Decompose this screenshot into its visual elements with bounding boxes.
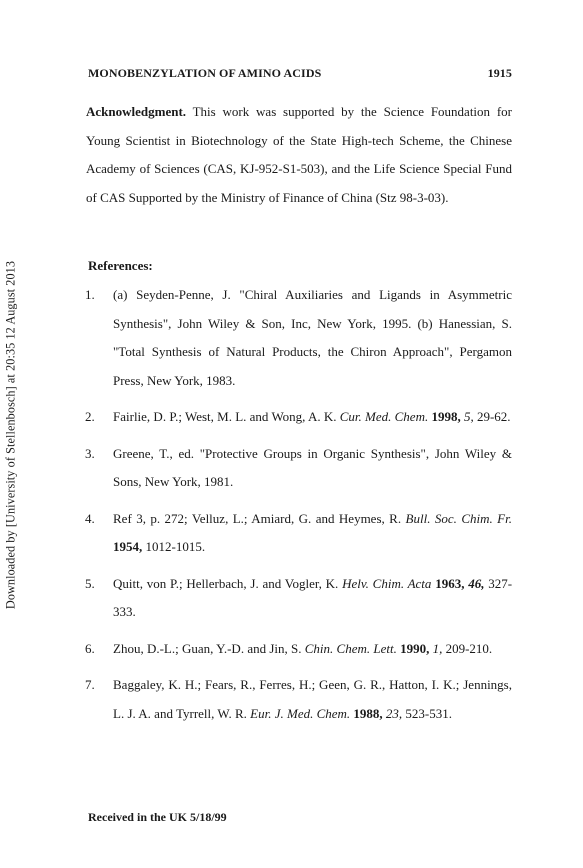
reference-pages: 523-531. xyxy=(405,705,453,721)
article-running-title: MONOBENZYLATION OF AMINO ACIDS xyxy=(88,66,322,80)
reference-pages: 209-210. xyxy=(445,640,493,656)
reference-number: 5. xyxy=(85,575,95,591)
reference-item-7 xyxy=(85,671,512,728)
reference-year: 1963, xyxy=(435,575,465,591)
reference-number: 6. xyxy=(85,640,95,656)
acknowledgment-paragraph xyxy=(86,98,512,213)
reference-authors: Ref 3, p. 272; Velluz, L.; Amiard, G. and Heymes, R. xyxy=(113,510,402,526)
reference-number: 4. xyxy=(85,510,95,526)
reference-year: 1954, xyxy=(113,539,143,554)
page-number: 1915 xyxy=(487,66,512,80)
reference-authors: Zhou, D.-L.; Guan, Y.-D. and Jin, S. xyxy=(113,640,302,656)
reference-text: Greene, T., ed. "Protective Groups in Organic Synthesis", John Wiley & Sons, New York, 1981. xyxy=(113,445,512,489)
reference-number: 3. xyxy=(85,445,95,461)
reference-authors: Quitt, von P.; Hellerbach, J. and Vogler, K. xyxy=(113,575,339,591)
reference-item-5 xyxy=(85,570,512,627)
reference-volume: 1, xyxy=(432,640,443,656)
reference-journal: Bull. Soc. Chim. Fr. xyxy=(405,510,512,526)
acknowledgment-heading: Acknowledgment. xyxy=(86,104,187,119)
reference-journal: Helv. Chim. Acta xyxy=(342,575,432,591)
reference-journal: Chin. Chem. Lett. xyxy=(304,640,397,656)
reference-journal: Cur. Med. Chem. xyxy=(339,409,429,424)
reference-volume: 46, xyxy=(468,575,485,591)
references-heading: References: xyxy=(88,258,153,273)
reference-text: (a) Seyden-Penne, J. "Chiral Auxiliaries and Ligands in Asymmetric Synthesis", John Wiley & Son, Inc, New York, 1995. (b) Hanessian, S. "Total Synthesis of Natural Products, the Chiron Approach", Pergamon Press, New York, 1983. xyxy=(113,287,512,388)
reference-pages: 327-333. xyxy=(113,575,513,619)
reference-item-6 xyxy=(85,635,512,664)
reference-year: 1998, xyxy=(431,409,461,424)
reference-item-4 xyxy=(85,505,512,562)
reference-pages: 1012-1015. xyxy=(145,539,206,554)
acknowledgment-text: This work was supported by the Science Foundation for Young Scientist in Biotechnology of the State High-tech Scheme, the Chinese Academy of Sciences (CAS, KJ-952-S1-503), and the Life Science Special Fund of CAS Supported by the Ministry of Finance of China (Stz 98-3-03). xyxy=(86,104,513,206)
reference-year: 1990, xyxy=(400,640,430,656)
reference-year: 1988, xyxy=(353,705,383,721)
reference-text xyxy=(113,570,512,627)
reference-text xyxy=(113,505,512,562)
reference-authors: Fairlie, D. P.; West, M. L. and Wong, A. K. xyxy=(113,409,337,424)
reference-text xyxy=(113,671,512,728)
reference-pages: 29-62. xyxy=(476,409,511,424)
reference-number: 2. xyxy=(85,409,95,424)
reference-item-1 xyxy=(85,281,512,395)
received-date: Received in the UK 5/18/99 xyxy=(88,810,227,824)
reference-text xyxy=(113,403,512,432)
reference-number: 7. xyxy=(85,677,95,692)
reference-item-3 xyxy=(85,440,512,497)
reference-volume: 23, xyxy=(385,705,403,721)
reference-item-2 xyxy=(85,403,512,432)
reference-text xyxy=(113,635,512,664)
reference-number: 1. xyxy=(85,287,95,302)
reference-volume: 5, xyxy=(463,409,474,424)
reference-authors: Baggaley, K. H.; Fears, R., Ferres, H.; Geen, G. R., Hatton, I. K.; Jennings, L. J. A. and Tyrrell, W. R. xyxy=(113,677,512,721)
download-watermark-text: Downloaded by [University of Stellenbosch] at 20:35 12 August 2013 xyxy=(3,260,18,610)
reference-journal: Eur. J. Med. Chem. xyxy=(250,705,351,721)
running-head xyxy=(88,66,512,81)
reference-list xyxy=(85,281,512,728)
